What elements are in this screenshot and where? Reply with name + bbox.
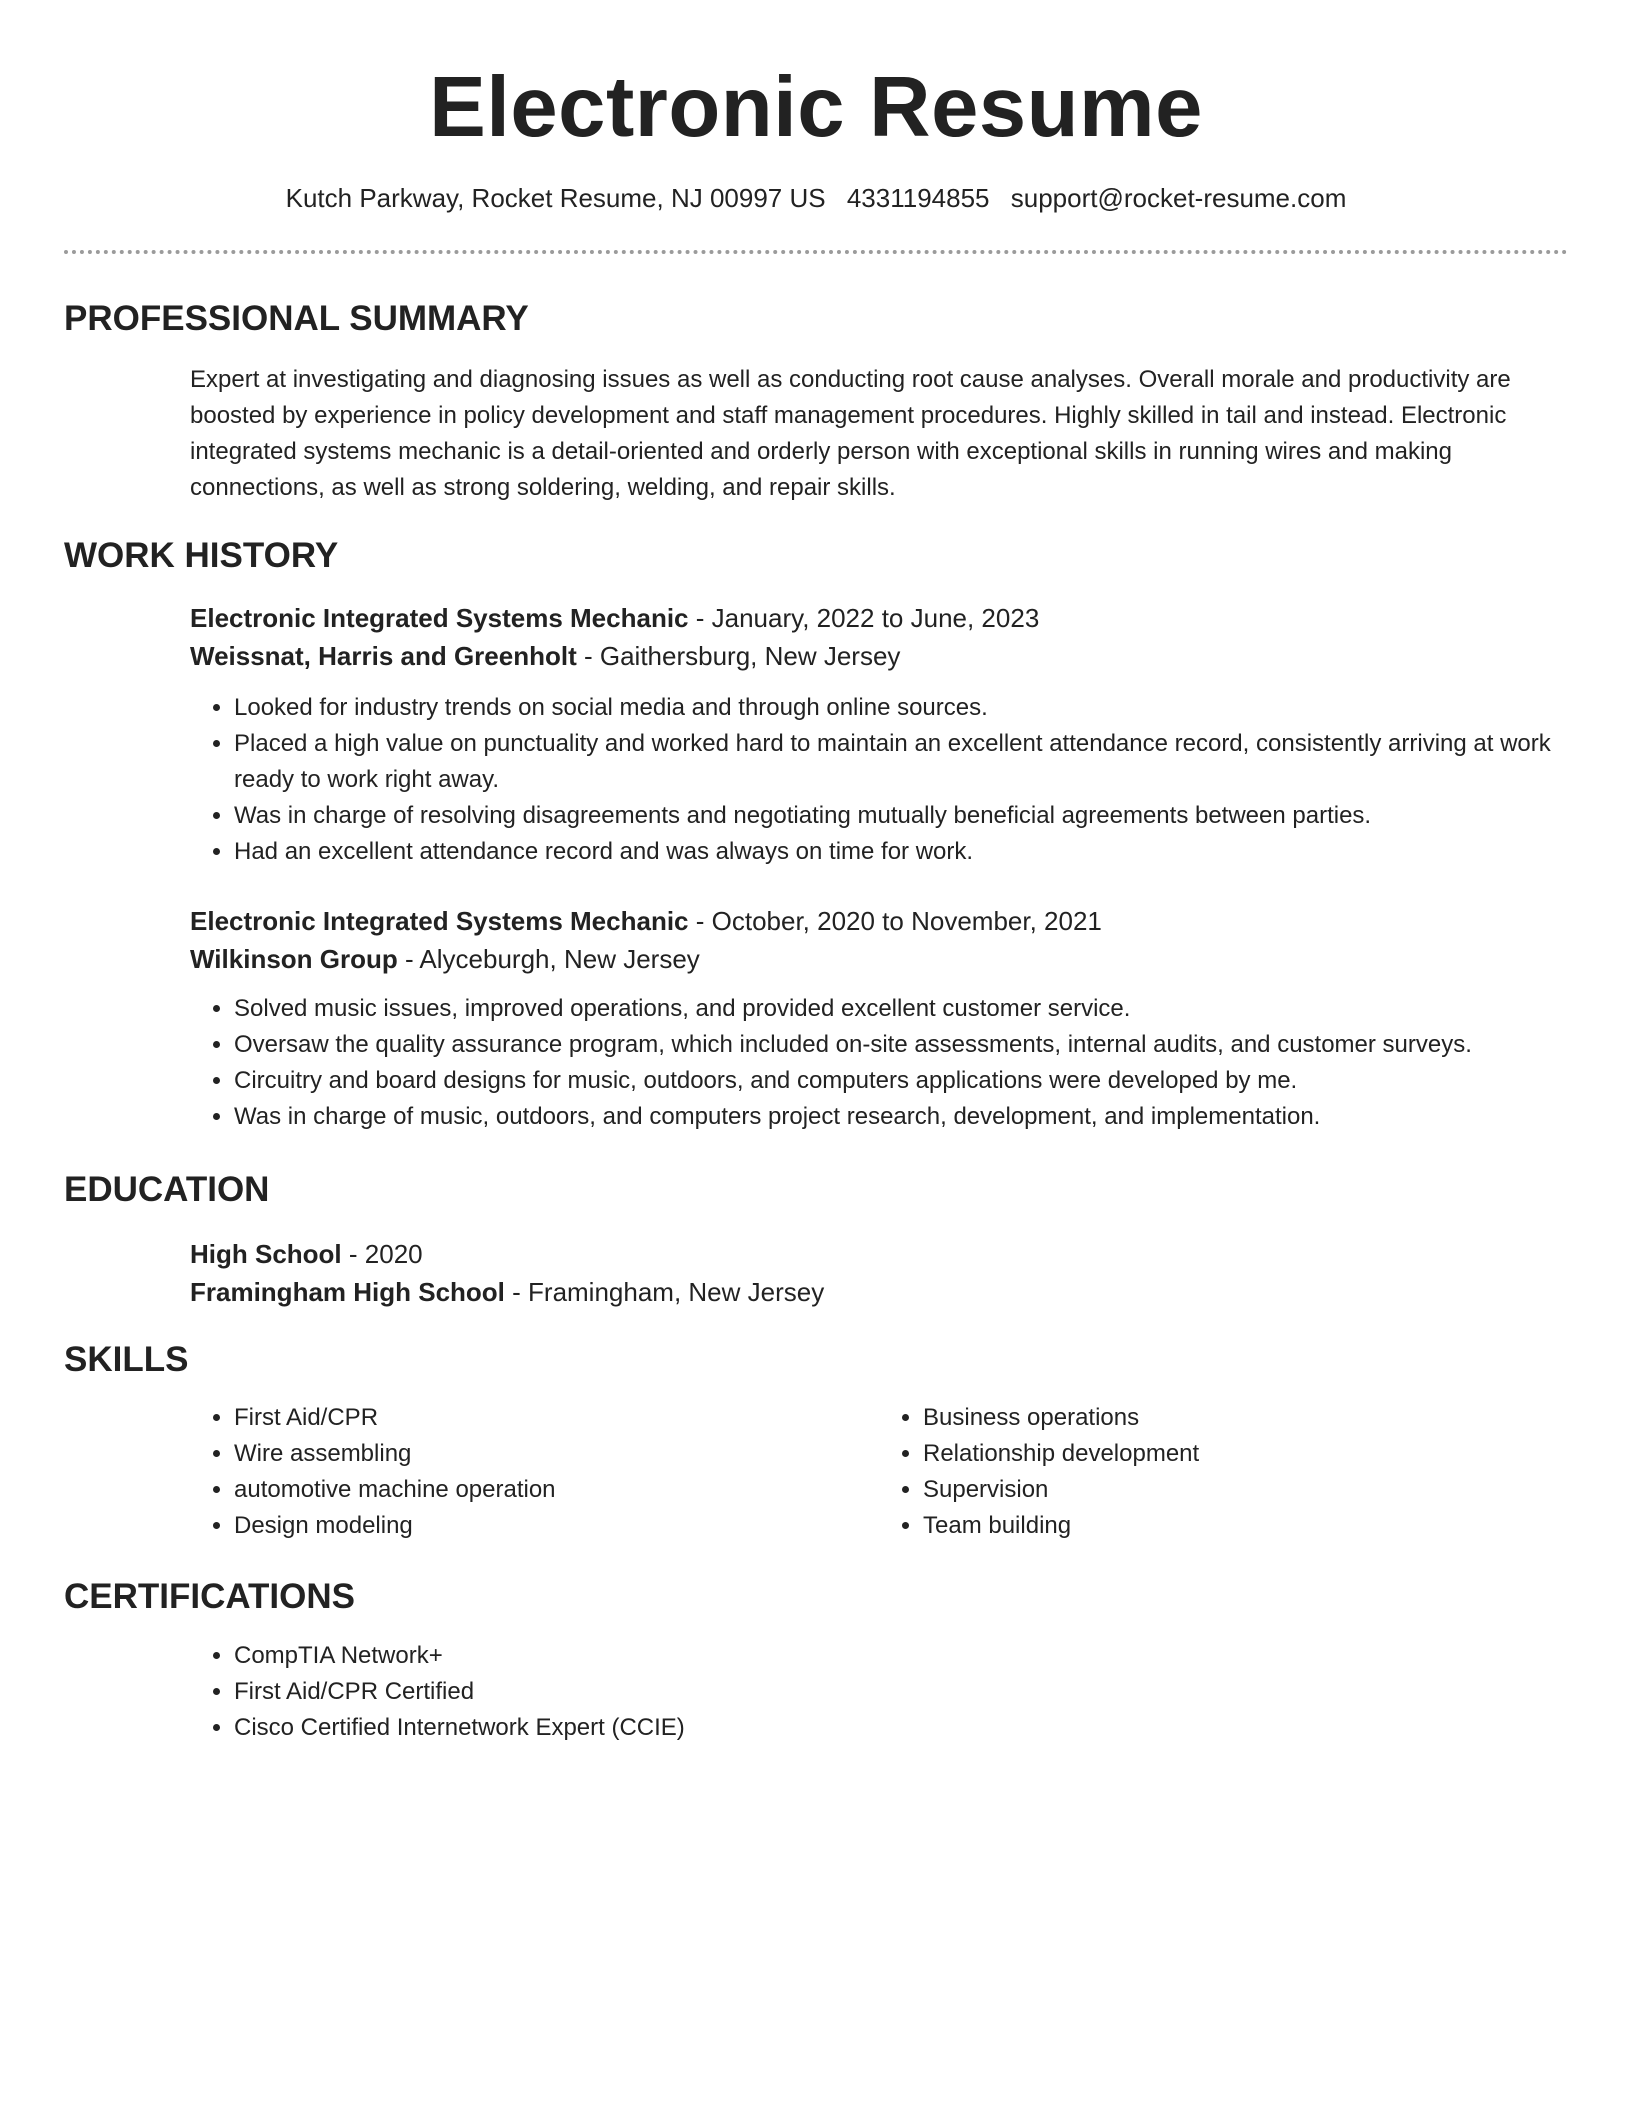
job-bullet: • Circuitry and board designs for music, outdoors, and computers applications were developed by me. bbox=[234, 1063, 1568, 1099]
header-divider bbox=[64, 250, 1568, 254]
job-bullet: • Had an excellent attendance record and was always on time for work. bbox=[234, 834, 1568, 870]
certifications-block bbox=[190, 1638, 1568, 1746]
skills-block bbox=[190, 1400, 1568, 1544]
education-school-line bbox=[190, 1274, 1568, 1310]
education-year: - 2020 bbox=[341, 1239, 423, 1269]
skill-item: • automotive machine operation bbox=[234, 1472, 879, 1508]
job-bullet: • Oversaw the quality assurance program, which included on-site assessments, internal audits, and customer surveys. bbox=[234, 1027, 1568, 1063]
skills-right-list bbox=[879, 1400, 1568, 1544]
job-entry bbox=[190, 903, 1568, 1135]
job-bullet: • Was in charge of resolving disagreements and negotiating mutually beneficial agreements between parties. bbox=[234, 798, 1568, 834]
certification-item: • Cisco Certified Internetwork Expert (CCIE) bbox=[234, 1710, 1568, 1746]
job-company-line bbox=[190, 941, 1568, 977]
contact-line bbox=[64, 182, 1568, 214]
education-school: Framingham High School bbox=[190, 1277, 505, 1307]
work-history-heading: WORK HISTORY bbox=[64, 536, 339, 575]
education-location: - Framingham, New Jersey bbox=[504, 1277, 825, 1307]
job-location: - Gaithersburg, New Jersey bbox=[576, 641, 901, 671]
summary-block bbox=[190, 362, 1568, 506]
skills-left-list bbox=[190, 1400, 879, 1544]
education-degree: High School bbox=[190, 1239, 342, 1269]
resume-page bbox=[64, 0, 1568, 1741]
skill-item: • Design modeling bbox=[234, 1508, 879, 1544]
job-dates: - January, 2022 to June, 2023 bbox=[688, 603, 1040, 633]
resume-name: Electronic Resume bbox=[429, 60, 1203, 155]
contact-address: Kutch Parkway, Rocket Resume, NJ 00997 US bbox=[285, 183, 826, 213]
summary-heading: PROFESSIONAL SUMMARY bbox=[64, 299, 529, 338]
job-title-line bbox=[190, 903, 1568, 939]
job-title-line bbox=[190, 600, 1568, 636]
job-bullets bbox=[190, 991, 1568, 1135]
skill-item: • Business operations bbox=[923, 1400, 1568, 1436]
job-dates: - October, 2020 to November, 2021 bbox=[688, 906, 1102, 936]
certification-item: • First Aid/CPR Certified bbox=[234, 1674, 1568, 1710]
job-role: Electronic Integrated Systems Mechanic bbox=[190, 603, 689, 633]
job-bullet: • Placed a high value on punctuality and worked hard to maintain an excellent attendance record, consistently arriving at work ready to work right away. bbox=[234, 726, 1568, 798]
skill-item: • Team building bbox=[923, 1508, 1568, 1544]
job-entry bbox=[190, 600, 1568, 870]
skill-item: • First Aid/CPR bbox=[234, 1400, 879, 1436]
job-company: Weissnat, Harris and Greenholt bbox=[190, 641, 577, 671]
certifications-heading: CERTIFICATIONS bbox=[64, 1577, 356, 1616]
job-bullets bbox=[190, 690, 1568, 870]
skill-item: • Wire assembling bbox=[234, 1436, 879, 1472]
job-bullet: • Looked for industry trends on social media and through online sources. bbox=[234, 690, 1568, 726]
education-degree-line bbox=[190, 1236, 1568, 1272]
job-company: Wilkinson Group bbox=[190, 944, 398, 974]
job-company-line bbox=[190, 638, 1568, 674]
certifications-list bbox=[190, 1638, 1568, 1746]
job-role: Electronic Integrated Systems Mechanic bbox=[190, 906, 689, 936]
skill-item: • Supervision bbox=[923, 1472, 1568, 1508]
contact-email: support@rocket-resume.com bbox=[1010, 183, 1347, 213]
job-bullet: • Solved music issues, improved operations, and provided excellent customer service. bbox=[234, 991, 1568, 1027]
skills-columns bbox=[190, 1400, 1568, 1544]
summary-text: Expert at investigating and diagnosing issues as well as conducting root cause analyses. Overall morale and productivity are boosted by experience in policy development and staff management procedures. Highly skilled in tail and instead. Electronic integrated systems mechanic is a detail-oriented and orderly person with exceptional skills in running wires and making connections, as well as strong soldering, welding, and repair skills. bbox=[190, 366, 1511, 501]
skills-heading: SKILLS bbox=[64, 1340, 189, 1379]
job-location: - Alyceburgh, New Jersey bbox=[397, 944, 700, 974]
education-entry bbox=[190, 1236, 1568, 1310]
job-bullet: • Was in charge of music, outdoors, and computers project research, development, and implementation. bbox=[234, 1099, 1568, 1135]
certification-item: • CompTIA Network+ bbox=[234, 1638, 1568, 1674]
skill-item: • Relationship development bbox=[923, 1436, 1568, 1472]
education-heading: EDUCATION bbox=[64, 1170, 270, 1209]
contact-phone: 4331194855 bbox=[846, 183, 990, 213]
